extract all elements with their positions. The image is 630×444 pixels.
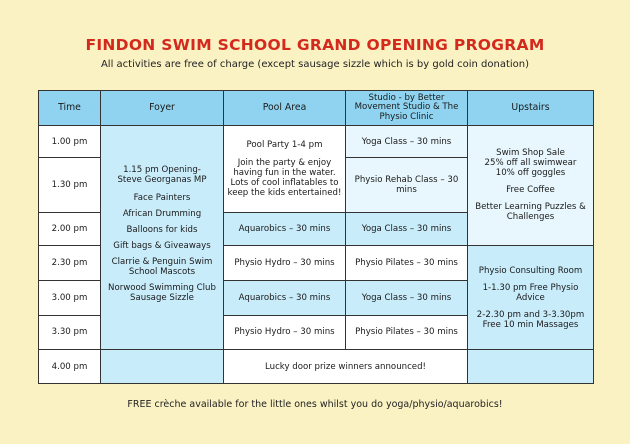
header-time: Time: [39, 91, 101, 126]
consult-line: 2-2.30 pm and 3-3.30pm Free 10 min Massages: [476, 309, 585, 330]
foyer-opening-mp: Steve Georganas MP: [117, 175, 207, 186]
time-cell: 2.00 pm: [39, 213, 101, 246]
studio-cell: Physio Pilates – 30 mins: [346, 246, 468, 281]
pool-cell: Physio Hydro – 30 mins: [224, 246, 346, 281]
header-row: [39, 91, 594, 126]
pool-party-cell: [224, 125, 346, 213]
shop-sale-title: Swim Shop Sale: [496, 148, 565, 159]
foyer-opening: 1.15 pm Opening-: [123, 165, 201, 176]
upstairs-empty-cell: [468, 350, 594, 384]
table-row: [39, 350, 594, 384]
studio-cell: Physio Rehab Class – 30 mins: [346, 158, 468, 213]
foyer-item: Face Painters: [133, 193, 191, 204]
foyer-item: Clarrie & Penguin Swim School Mascots: [111, 257, 213, 278]
studio-cell: Physio Pilates – 30 mins: [346, 315, 468, 350]
schedule-table: [38, 90, 594, 384]
pool-party-title: Pool Party 1-4 pm: [246, 140, 323, 151]
foyer-item: African Drumming: [122, 209, 202, 220]
time-cell: 3.00 pm: [39, 280, 101, 315]
foyer-item: Gift bags & Giveaways: [113, 241, 211, 252]
pool-party-desc: Join the party & enjoy having fun in the water. Lots of cool inflatables to keep the kids entertained!: [227, 158, 342, 199]
time-cell: 1.30 pm: [39, 158, 101, 213]
foyer-empty-cell: [101, 350, 224, 384]
upstairs-consult-cell: [468, 246, 594, 350]
header-pool: Pool Area: [224, 91, 346, 126]
shop-sale-line: 10% off goggles: [495, 168, 566, 179]
lucky-door-cell: Lucky door prize winners announced!: [224, 350, 468, 384]
header-studio: Studio - by Better Movement Studio & The Physio Clinic: [346, 91, 468, 126]
foyer-item: Balloons for kids: [126, 225, 198, 236]
puzzles: Better Learning Puzzles & Challenges: [475, 202, 586, 223]
time-cell: 3.30 pm: [39, 315, 101, 350]
page-title: FINDON SWIM SCHOOL GRAND OPENING PROGRAM: [85, 36, 545, 54]
pool-cell: Aquarobics – 30 mins: [224, 213, 346, 246]
pool-cell: Physio Hydro – 30 mins: [224, 315, 346, 350]
time-cell: 2.30 pm: [39, 246, 101, 281]
foyer-cell: [101, 125, 224, 350]
upstairs-top-cell: [468, 125, 594, 245]
pool-cell: Aquarobics – 30 mins: [224, 280, 346, 315]
foyer-item: Norwood Swimming Club Sausage Sizzle: [108, 283, 216, 304]
header-upstairs: Upstairs: [468, 91, 594, 126]
studio-cell: Yoga Class – 30 mins: [346, 280, 468, 315]
time-cell: 1.00 pm: [39, 125, 101, 158]
time-cell: 4.00 pm: [39, 350, 101, 384]
consult-line: 1-1.30 pm Free Physio Advice: [482, 282, 579, 303]
header-foyer: Foyer: [101, 91, 224, 126]
page-subtitle: All activities are free of charge (except sausage sizzle which is by gold coin donation): [100, 59, 530, 70]
table-row: [39, 125, 594, 158]
studio-cell: Yoga Class – 30 mins: [346, 125, 468, 158]
footer-note: FREE crèche available for the little ones whilst you do yoga/physio/aquarobics!: [127, 399, 503, 410]
free-coffee: Free Coffee: [506, 185, 555, 196]
shop-sale-line: 25% off all swimwear: [484, 158, 577, 169]
consult-title: Physio Consulting Room: [478, 265, 583, 276]
studio-cell: Yoga Class – 30 mins: [346, 213, 468, 246]
